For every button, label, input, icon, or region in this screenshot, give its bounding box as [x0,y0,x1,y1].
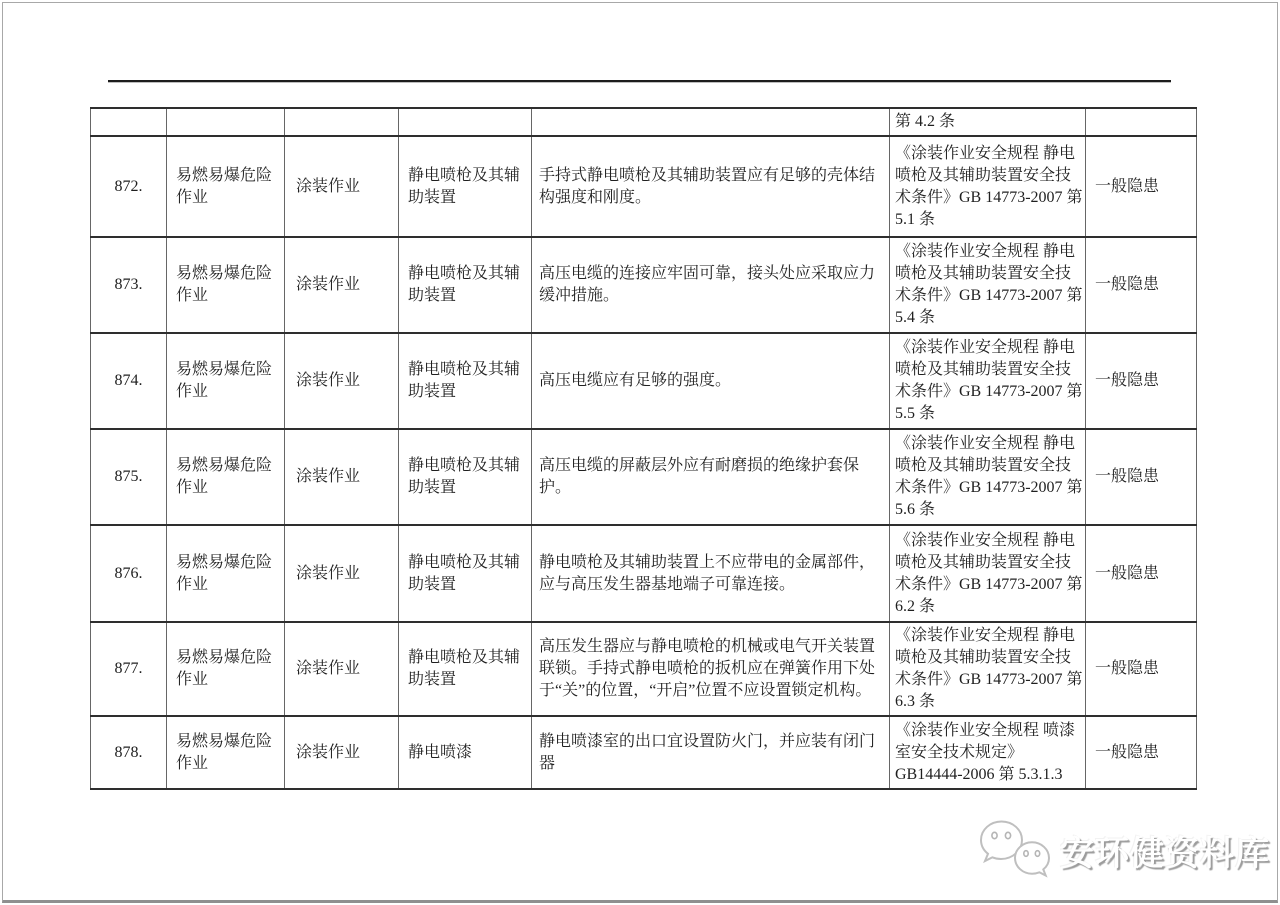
cell-sub-category: 涂装作业 [285,525,399,622]
cell-level: 一般隐患 [1086,429,1197,525]
cell-sub-category: 涂装作业 [285,429,399,525]
cell-no [91,108,167,136]
cell-item: 静电喷枪及其辅助装置 [399,622,532,716]
cell-no: 875. [91,429,167,525]
cell-level: 一般隐患 [1086,136,1197,237]
cell-sub-category [285,108,399,136]
cell-description: 高压电缆的连接应牢固可靠，接头处应采取应力缓冲措施。 [532,237,890,333]
cell-reference: 《涂装作业安全规程 静电喷枪及其辅助装置安全技术条件》GB 14773-2007 第 5.4 条 [890,237,1086,333]
table-row [91,429,1197,525]
cell-reference: 《涂装作业安全规程 静电喷枪及其辅助装置安全技术条件》GB 14773-2007 第 5.1 条 [890,136,1086,237]
cell-no: 877. [91,622,167,716]
cell-no: 878. [91,716,167,789]
cell-sub-category: 涂装作业 [285,622,399,716]
watermark-text: 安环健资料库 [1060,834,1270,873]
cell-reference: 《涂装作业安全规程 静电喷枪及其辅助装置安全技术条件》GB 14773-2007 第 5.5 条 [890,333,1086,429]
table-row-partial [91,108,1197,136]
cell-reference: 第 4.2 条 [890,108,1086,136]
cell-category: 易燃易爆危险作业 [167,622,285,716]
watermark [978,820,1270,880]
cell-no: 874. [91,333,167,429]
cell-description: 高压电缆的屏蔽层外应有耐磨损的绝缘护套保护。 [532,429,890,525]
cell-level: 一般隐患 [1086,622,1197,716]
cell-level [1086,108,1197,136]
table-row [91,136,1197,237]
cell-category: 易燃易爆危险作业 [167,237,285,333]
table-row [91,525,1197,622]
cell-category: 易燃易爆危险作业 [167,136,285,237]
cell-level: 一般隐患 [1086,237,1197,333]
cell-category [167,108,285,136]
cell-item: 静电喷枪及其辅助装置 [399,333,532,429]
cell-no: 876. [91,525,167,622]
cell-item [399,108,532,136]
cell-description: 高压发生器应与静电喷枪的机械或电气开关装置联锁。手持式静电喷枪的扳机应在弹簧作用下处于“关”的位置，“开启”位置不应设置锁定机构。 [532,622,890,716]
cell-item: 静电喷枪及其辅助装置 [399,237,532,333]
table-row [91,716,1197,789]
hazard-checklist-table [90,107,1197,790]
cell-description: 静电喷枪及其辅助装置上不应带电的金属部件，应与高压发生器基地端子可靠连接。 [532,525,890,622]
cell-description [532,108,890,136]
cell-description: 高压电缆应有足够的强度。 [532,333,890,429]
cell-reference: 《涂装作业安全规程 喷漆室安全技术规定》GB14444-2006 第 5.3.1.3 [890,716,1086,789]
cell-item: 静电喷枪及其辅助装置 [399,429,532,525]
cell-category: 易燃易爆危险作业 [167,429,285,525]
cell-category: 易燃易爆危险作业 [167,333,285,429]
cell-sub-category: 涂装作业 [285,716,399,789]
cell-item: 静电喷漆 [399,716,532,789]
wechat-chat-bubbles-icon [978,820,1054,880]
cell-description: 手持式静电喷枪及其辅助装置应有足够的壳体结构强度和刚度。 [532,136,890,237]
header-rule [108,80,1171,83]
cell-no: 872. [91,136,167,237]
cell-reference: 《涂装作业安全规程 静电喷枪及其辅助装置安全技术条件》GB 14773-2007 第 6.2 条 [890,525,1086,622]
cell-sub-category: 涂装作业 [285,333,399,429]
cell-reference: 《涂装作业安全规程 静电喷枪及其辅助装置安全技术条件》GB 14773-2007 第 6.3 条 [890,622,1086,716]
cell-sub-category: 涂装作业 [285,136,399,237]
table-row [91,622,1197,716]
cell-no: 873. [91,237,167,333]
cell-category: 易燃易爆危险作业 [167,716,285,789]
cell-category: 易燃易爆危险作业 [167,525,285,622]
cell-sub-category: 涂装作业 [285,237,399,333]
cell-description: 静电喷漆室的出口宜设置防火门，并应装有闭门器 [532,716,890,789]
cell-item: 静电喷枪及其辅助装置 [399,525,532,622]
table-row [91,333,1197,429]
cell-level: 一般隐患 [1086,525,1197,622]
cell-reference: 《涂装作业安全规程 静电喷枪及其辅助装置安全技术条件》GB 14773-2007 第 5.6 条 [890,429,1086,525]
cell-level: 一般隐患 [1086,333,1197,429]
table-row [91,237,1197,333]
cell-item: 静电喷枪及其辅助装置 [399,136,532,237]
cell-level: 一般隐患 [1086,716,1197,789]
